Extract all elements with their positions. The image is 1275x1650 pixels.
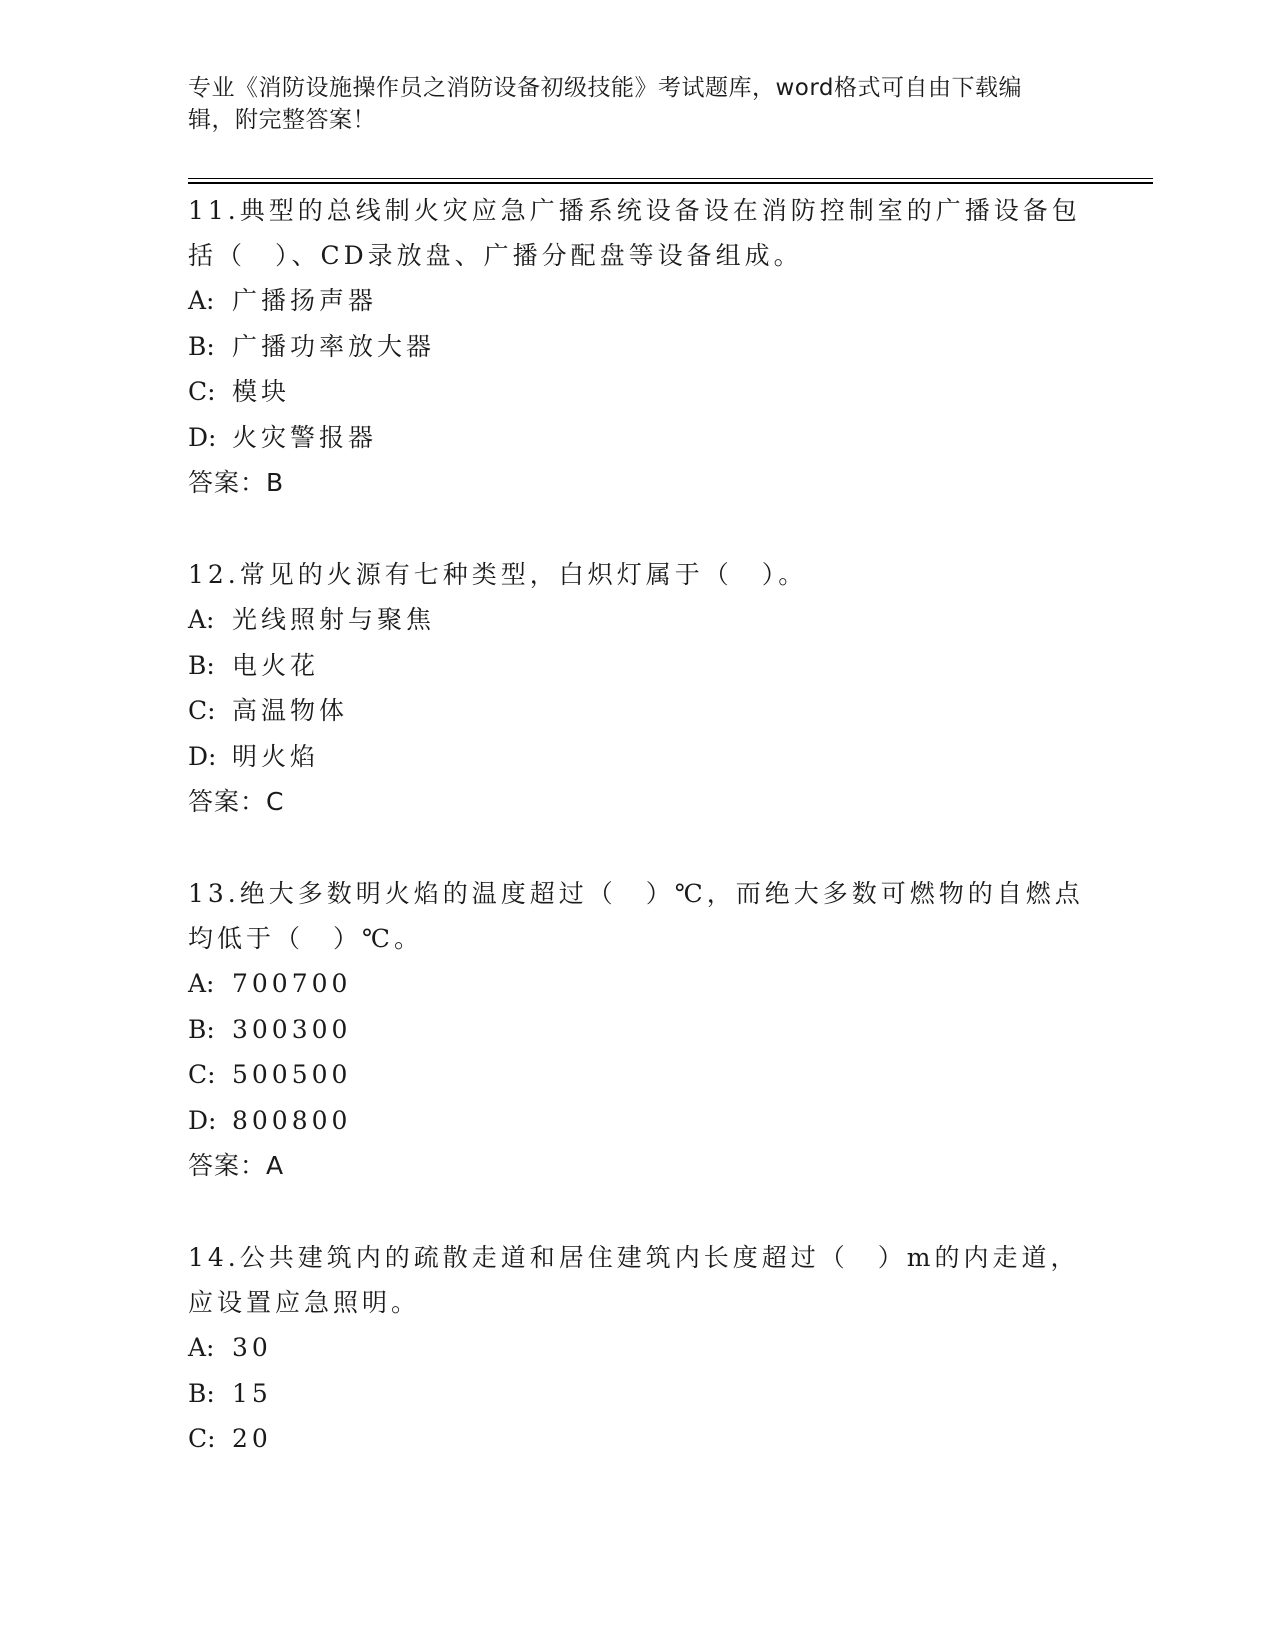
option-text: 300300	[232, 1014, 352, 1044]
option-text: 光线照射与聚焦	[232, 605, 436, 634]
question-stem: 12.常见的火源有七种类型，白炽灯属于（ ）。	[188, 560, 808, 589]
option-d	[188, 1098, 1088, 1144]
option-letter: B:	[188, 331, 215, 361]
option-c	[188, 369, 1088, 415]
option-letter: A:	[188, 286, 215, 315]
option-text: 800800	[232, 1105, 352, 1135]
question-12	[188, 552, 1088, 824]
question-14	[188, 1235, 1088, 1462]
question-stem: 13.绝大多数明火焰的温度超过（ ）℃，而绝大多数可燃物的自燃点均低于（ ）℃。	[188, 879, 1084, 953]
header-note: 专业《消防设施操作员之消防设备初级技能》考试题库，word格式可自由下载编辑，附完整答案！	[188, 75, 1023, 133]
option-letter: D:	[188, 1105, 217, 1135]
option-text: 30	[232, 1333, 272, 1362]
option-text: 高温物体	[232, 696, 349, 725]
option-a	[188, 597, 1088, 643]
option-a	[188, 1325, 1088, 1371]
question-stem: 14.公共建筑内的疏散走道和居住建筑内长度超过（ ）m的内走道，应设置应急照明。	[188, 1243, 1080, 1317]
option-text: 明火焰	[232, 741, 320, 771]
option-letter: A:	[188, 1333, 215, 1362]
option-letter: B:	[188, 1378, 215, 1408]
option-b	[188, 324, 1088, 370]
option-letter: B:	[188, 650, 215, 680]
option-b	[188, 1371, 1088, 1417]
option-text: 广播功率放大器	[232, 331, 436, 361]
option-text: 电火花	[232, 650, 320, 680]
option-letter: D:	[188, 741, 217, 771]
answer-line: 答案：A	[188, 1151, 285, 1180]
option-text: 广播扬声器	[232, 286, 378, 315]
option-text: 20	[232, 1424, 272, 1453]
option-d	[188, 415, 1088, 461]
option-text: 火灾警报器	[232, 422, 378, 452]
option-a	[188, 278, 1088, 324]
question-list	[188, 188, 1088, 1509]
answer-line: 答案：C	[188, 787, 285, 816]
header-rule-thick	[188, 182, 1153, 184]
question-13	[188, 871, 1088, 1188]
question-stem: 11.典型的总线制火灾应急广播系统设备设在消防控制室的广播设备包括（ ）、CD录放盘、广播分配盘等设备组成。	[188, 196, 1081, 270]
option-text: 500500	[232, 1060, 352, 1089]
option-letter: A:	[188, 969, 215, 998]
option-letter: C:	[188, 377, 216, 406]
option-text: 700700	[232, 969, 352, 998]
option-b	[188, 643, 1088, 689]
answer-line: 答案：B	[188, 468, 285, 497]
option-letter: D:	[188, 422, 217, 452]
header-rule-thin	[188, 178, 1153, 179]
option-c	[188, 1052, 1088, 1098]
option-letter: A:	[188, 605, 215, 634]
option-text: 15	[232, 1378, 272, 1408]
option-b	[188, 1007, 1088, 1053]
option-d	[188, 734, 1088, 780]
option-letter: C:	[188, 1424, 216, 1453]
option-text: 模块	[232, 377, 291, 406]
option-letter: C:	[188, 696, 216, 725]
option-c	[188, 688, 1088, 734]
option-a	[188, 961, 1088, 1007]
option-c	[188, 1416, 1088, 1462]
option-letter: B:	[188, 1014, 215, 1044]
question-11	[188, 188, 1088, 505]
option-letter: C:	[188, 1060, 216, 1089]
